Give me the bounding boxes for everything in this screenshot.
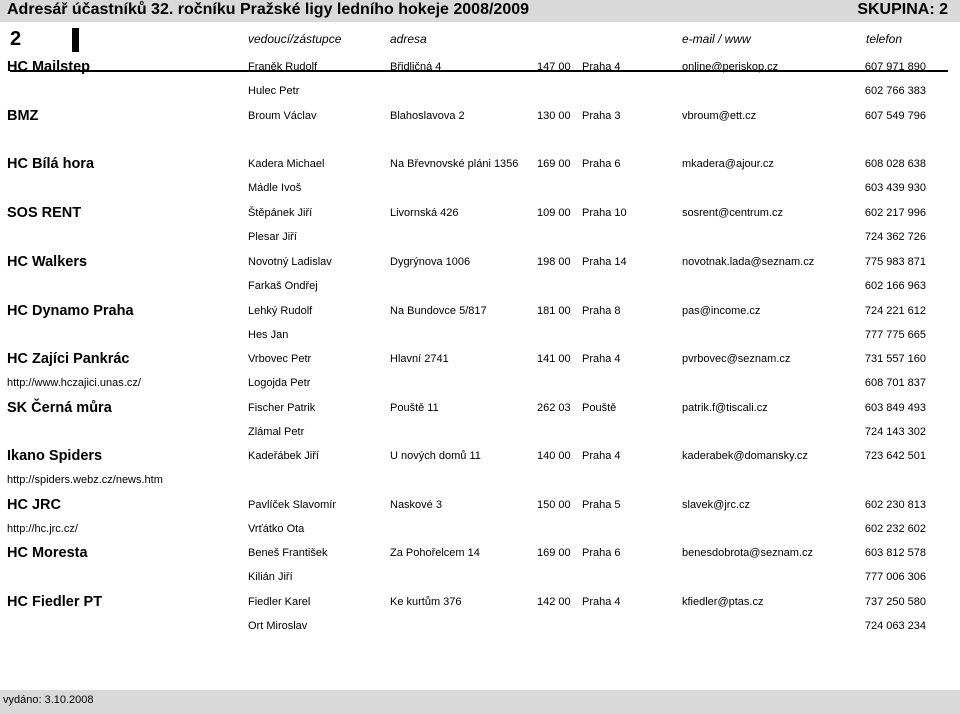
contact-phone: 608 028 638 [864, 158, 926, 170]
contact-zip: 262 03 [537, 402, 571, 414]
contact-phone: 724 221 612 [864, 305, 926, 317]
team-website-link[interactable]: http://spiders.webz.cz/news.htm [7, 473, 163, 486]
contact-contact: Vrťátko Ota [248, 522, 305, 535]
team-name: HC Dynamo Praha [7, 303, 134, 319]
contact-contact: Kilián Jiří [248, 570, 293, 583]
team-website-link[interactable]: http://www.hczajici.unas.cz/ [7, 376, 141, 389]
contact-city: Praha 14 [582, 256, 627, 268]
team-website-link[interactable]: http://hc.jrc.cz/ [7, 522, 78, 535]
contact-email[interactable]: pas@income.cz [682, 305, 761, 317]
contact-email[interactable]: pvrbovec@seznam.cz [682, 353, 791, 365]
contact-zip: 147 00 [537, 61, 571, 73]
contact-street: Na Bundovce 5/817 [390, 305, 487, 317]
contact-street: Naskové 3 [390, 499, 442, 511]
header-divider-horizontal [10, 70, 948, 72]
contact-email[interactable]: benesdobrota@seznam.cz [682, 547, 814, 559]
contact-phone: 731 557 160 [864, 353, 926, 365]
contact-contact: Kadeřábek Jiří [248, 450, 319, 462]
contact-contact: Pavlíček Slavomír [248, 499, 337, 511]
contact-street: Blahoslavova 2 [390, 110, 465, 122]
contact-zip: 169 00 [537, 547, 571, 559]
contact-city: Praha 4 [582, 450, 621, 462]
contact-phone: 724 143 302 [864, 425, 926, 438]
contact-street: U nových domů 11 [390, 450, 481, 462]
contact-zip: 141 00 [537, 353, 571, 365]
contact-city: Praha 8 [582, 305, 621, 317]
contact-contact: Franěk Rudolf [248, 61, 318, 73]
contact-email[interactable]: kaderabek@domansky.cz [682, 450, 808, 462]
contact-contact: Hulec Petr [248, 84, 300, 97]
contact-phone: 775 983 871 [864, 256, 926, 268]
contact-email[interactable]: kfiedler@ptas.cz [682, 596, 764, 608]
contact-contact: Plesar Jiří [248, 230, 297, 243]
contact-contact: Logojda Petr [248, 376, 311, 389]
contact-street: Pouště 11 [390, 402, 439, 414]
contact-zip: 109 00 [537, 207, 571, 219]
contact-email[interactable]: novotnak.lada@seznam.cz [682, 256, 815, 268]
contact-contact: Zlámal Petr [248, 425, 305, 438]
team-name: BMZ [7, 108, 39, 124]
contact-street: Livornská 426 [390, 207, 459, 219]
page-title: Adresář účastníků 32. ročníku Pražské ligy ledního hokeje 2008/2009 [7, 1, 530, 18]
group-number: 2 [10, 28, 22, 50]
contact-phone: 602 232 602 [864, 522, 926, 535]
contact-contact: Farkaš Ondřej [248, 279, 318, 292]
contact-email[interactable]: online@periskop.cz [682, 61, 779, 73]
contact-contact: Broum Václav [248, 110, 317, 122]
contact-zip: 198 00 [537, 256, 571, 268]
contact-street: Na Břevnovské pláni 1356 [390, 158, 519, 170]
team-name: HC Moresta [7, 545, 88, 561]
contact-phone: 777 006 306 [864, 570, 926, 583]
team-name: HC Zajíci Pankrác [7, 351, 130, 367]
contact-phone: 737 250 580 [864, 596, 926, 608]
contact-phone: 724 063 234 [864, 619, 926, 632]
contact-contact: Lehký Rudolf [248, 305, 313, 317]
contact-contact: Štěpánek Jiří [248, 207, 313, 219]
contact-phone: 607 549 796 [864, 110, 926, 122]
team-name: Ikano Spiders [7, 448, 103, 464]
contact-phone: 603 439 930 [864, 181, 926, 194]
team-name: HC Mailstep [7, 59, 90, 75]
contact-phone: 602 166 963 [864, 279, 926, 292]
group-label: SKUPINA: 2 [857, 1, 948, 18]
contact-phone: 602 217 996 [864, 207, 926, 219]
team-name: HC Bílá hora [7, 156, 95, 172]
contact-phone: 602 766 383 [864, 84, 926, 97]
contact-zip: 130 00 [537, 110, 571, 122]
contact-phone: 607 971 890 [864, 61, 926, 73]
issued-date: vydáno: 3.10.2008 [3, 694, 94, 706]
contact-phone: 608 701 837 [864, 376, 926, 389]
header-divider-vertical [72, 28, 79, 52]
contact-city: Praha 6 [582, 547, 621, 559]
contact-street: Hlavní 2741 [390, 353, 449, 365]
contact-email[interactable]: vbroum@ett.cz [682, 110, 757, 122]
contact-contact: Novotný Ladislav [248, 256, 332, 268]
contact-contact: Kadera Michael [248, 158, 325, 170]
contact-city: Praha 5 [582, 499, 621, 511]
contact-city: Praha 4 [582, 596, 621, 608]
contact-email[interactable]: sosrent@centrum.cz [682, 207, 784, 219]
contact-street: Ke kurtům 376 [390, 596, 462, 608]
column-header-contact: vedoucí/zástupce [248, 32, 342, 46]
contact-street: Břidličná 4 [390, 61, 442, 73]
contact-phone: 603 849 493 [864, 402, 926, 414]
team-name: SOS RENT [7, 205, 82, 221]
contact-contact: Fischer Patrik [248, 402, 316, 414]
contact-zip: 142 00 [537, 596, 571, 608]
contact-city: Praha 10 [582, 207, 627, 219]
table-header [0, 22, 960, 52]
contact-city: Pouště [582, 402, 617, 414]
contact-city: Praha 4 [582, 61, 621, 73]
team-name: HC Walkers [7, 254, 88, 270]
contact-contact: Vrbovec Petr [248, 353, 312, 365]
contact-contact: Mádle Ivoš [248, 181, 302, 194]
team-name: SK Černá můra [7, 400, 112, 416]
contact-street: Za Pohořelcem 14 [390, 547, 480, 559]
contact-phone: 724 362 726 [864, 230, 926, 243]
contact-city: Praha 6 [582, 158, 621, 170]
team-name: HC Fiedler PT [7, 594, 103, 610]
contact-phone: 602 230 813 [864, 499, 926, 511]
contact-city: Praha 4 [582, 353, 621, 365]
contact-zip: 140 00 [537, 450, 571, 462]
column-header-email: e-mail / www [682, 32, 751, 46]
team-name: HC JRC [7, 497, 61, 513]
contact-zip: 150 00 [537, 499, 571, 511]
contact-zip: 169 00 [537, 158, 571, 170]
contact-email[interactable]: patrik.f@tiscali.cz [682, 402, 768, 414]
contact-phone: 777 775 665 [864, 328, 926, 341]
contact-street: Dygrýnova 1006 [390, 256, 471, 268]
contact-city: Praha 3 [582, 110, 621, 122]
contact-contact: Hes Jan [248, 328, 289, 341]
contact-email[interactable]: slavek@jrc.cz [682, 499, 751, 511]
footer-bar [0, 690, 960, 714]
contact-contact: Ort Miroslav [248, 619, 308, 632]
contact-phone: 723 642 501 [864, 450, 926, 462]
column-header-address: adresa [390, 32, 427, 46]
contact-email[interactable]: mkadera@ajour.cz [682, 158, 774, 170]
contact-zip: 181 00 [537, 305, 571, 317]
column-header-phone: telefon [866, 32, 903, 46]
contact-contact: Beneš František [248, 547, 328, 559]
contact-phone: 603 812 578 [864, 547, 926, 559]
contact-contact: Fiedler Karel [248, 596, 311, 608]
